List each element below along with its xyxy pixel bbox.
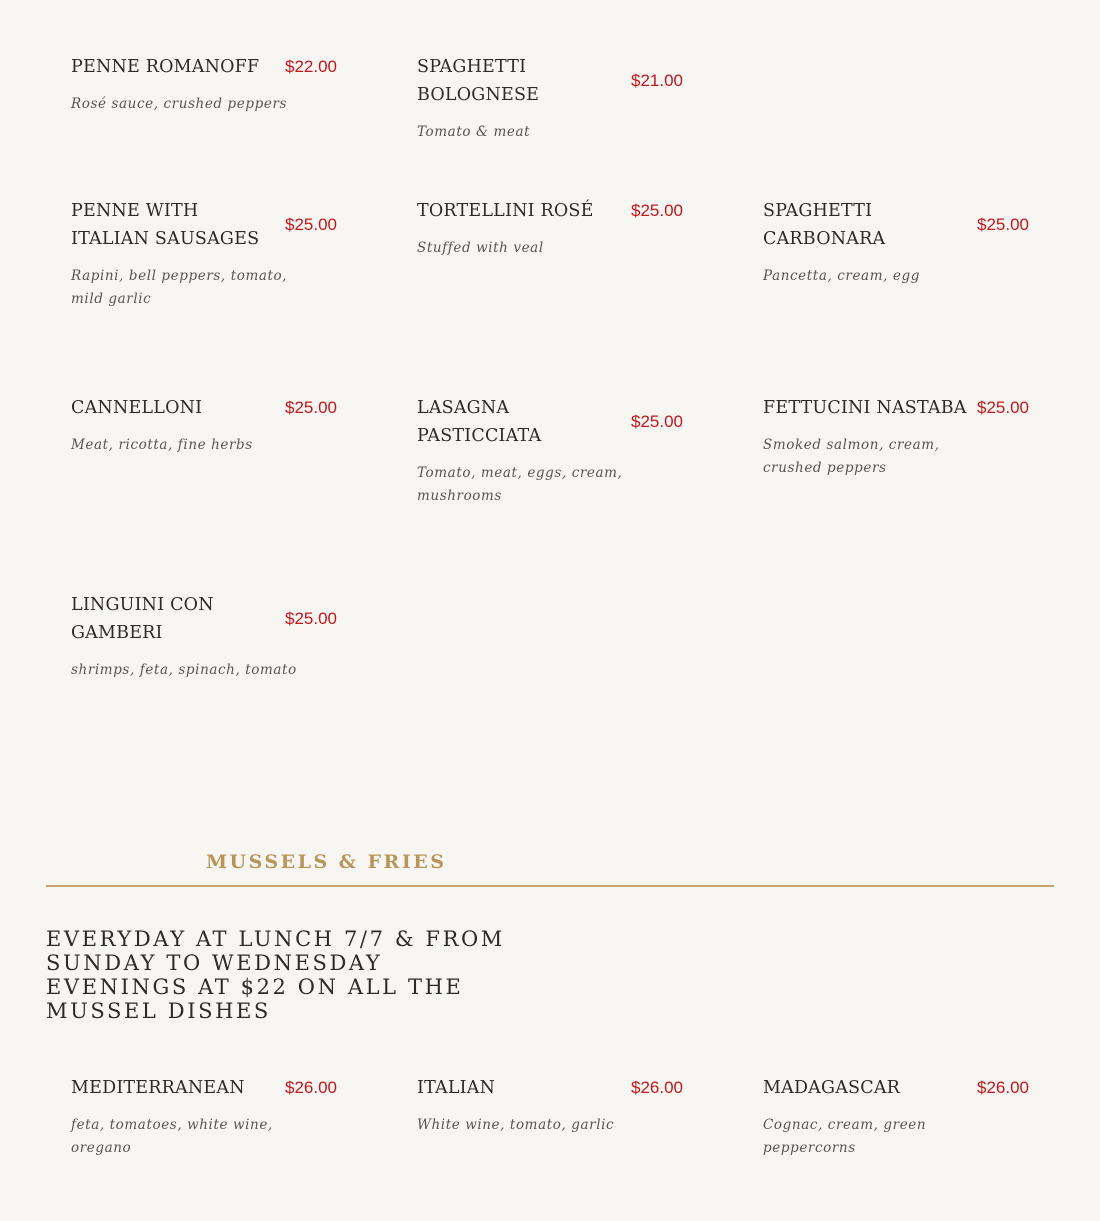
menu-item-price: $22.00 [285, 57, 337, 76]
section-divider [46, 885, 1054, 887]
menu-item [417, 197, 683, 260]
menu-item-header [71, 53, 337, 81]
menu-item-header [417, 394, 683, 450]
menu-item [71, 53, 337, 116]
menu-item-name: PENNE ROMANOFF [71, 57, 260, 77]
menu-item-description: Meat, ricotta, fine herbs [71, 437, 253, 453]
menu-item-name: LASAGNA PASTICCIATA [417, 398, 542, 446]
menu-item-price: $26.00 [631, 1078, 683, 1097]
menu-item [417, 1074, 683, 1137]
menu-item [71, 1074, 337, 1160]
menu-item-header [763, 394, 1029, 422]
menu-item-price: $25.00 [285, 398, 337, 417]
menu-item [417, 53, 683, 144]
menu-item [763, 197, 1029, 288]
menu-item-name: CANNELLONI [71, 398, 203, 418]
menu-item-description: Rosé sauce, crushed peppers [71, 96, 288, 112]
menu-item-description: Tomato, meat, eggs, cream, mushrooms [417, 465, 623, 504]
menu-item [71, 394, 337, 457]
menu-item-description: Rapini, bell peppers, tomato, mild garlic [71, 268, 288, 307]
menu-item-price: $25.00 [977, 398, 1029, 417]
menu-item-header [71, 197, 337, 253]
menu-item-header [763, 197, 1029, 253]
menu-item-name: SPAGHETTI BOLOGNESE [417, 57, 540, 105]
menu-item-price: $25.00 [285, 609, 337, 628]
menu-item-name: ITALIAN [417, 1078, 496, 1098]
menu-item-description: shrimps, feta, spinach, tomato [71, 662, 297, 678]
menu-item-header [763, 1074, 1029, 1102]
menu-item-description: Smoked salmon, cream, crushed peppers [763, 437, 940, 476]
menu-item [71, 197, 337, 311]
menu-item [763, 394, 1029, 480]
section-title: MUSSELS & FRIES [206, 851, 447, 873]
menu-item-header [417, 197, 683, 225]
menu-item-price: $25.00 [631, 201, 683, 220]
menu-item-name: MEDITERRANEAN [71, 1078, 245, 1098]
menu-item-name: SPAGHETTI CARBONARA [763, 201, 886, 249]
menu-item-name: PENNE WITH ITALIAN SAUSAGES [71, 201, 260, 249]
section-note: EVERYDAY AT LUNCH 7/7 & FROM SUNDAY TO WEDNESDAY EVENINGS AT $22 ON ALL THE MUSSEL DISHES [46, 927, 505, 1023]
menu-item-price: $25.00 [631, 412, 683, 431]
menu-item-price: $26.00 [977, 1078, 1029, 1097]
menu-item-description: Stuffed with veal [417, 240, 544, 256]
menu-item-name: FETTUCINI NASTABA [763, 398, 967, 418]
menu-item [71, 591, 337, 682]
menu-item-price: $21.00 [631, 71, 683, 90]
menu-item-price: $25.00 [285, 215, 337, 234]
menu-item-price: $26.00 [285, 1078, 337, 1097]
menu-item-description: White wine, tomato, garlic [417, 1117, 615, 1133]
menu-item [417, 394, 683, 508]
menu-item-description: Tomato & meat [417, 124, 531, 140]
menu-item-header [417, 53, 683, 109]
menu-item-description: Cognac, cream, green peppercorns [763, 1117, 927, 1156]
menu-item-name: LINGUINI CON GAMBERI [71, 595, 214, 643]
menu-item-header [71, 394, 337, 422]
menu-item-price: $25.00 [977, 215, 1029, 234]
menu-item-header [417, 1074, 683, 1102]
menu-item-header [71, 1074, 337, 1102]
menu-item-name: TORTELLINI ROSÉ [417, 201, 594, 221]
menu-item-name: MADAGASCAR [763, 1078, 901, 1098]
menu-item-description: Pancetta, cream, egg [763, 268, 920, 284]
menu-item-description: feta, tomatoes, white wine, oregano [71, 1117, 273, 1156]
menu-item [763, 1074, 1029, 1160]
menu-item-header [71, 591, 337, 647]
